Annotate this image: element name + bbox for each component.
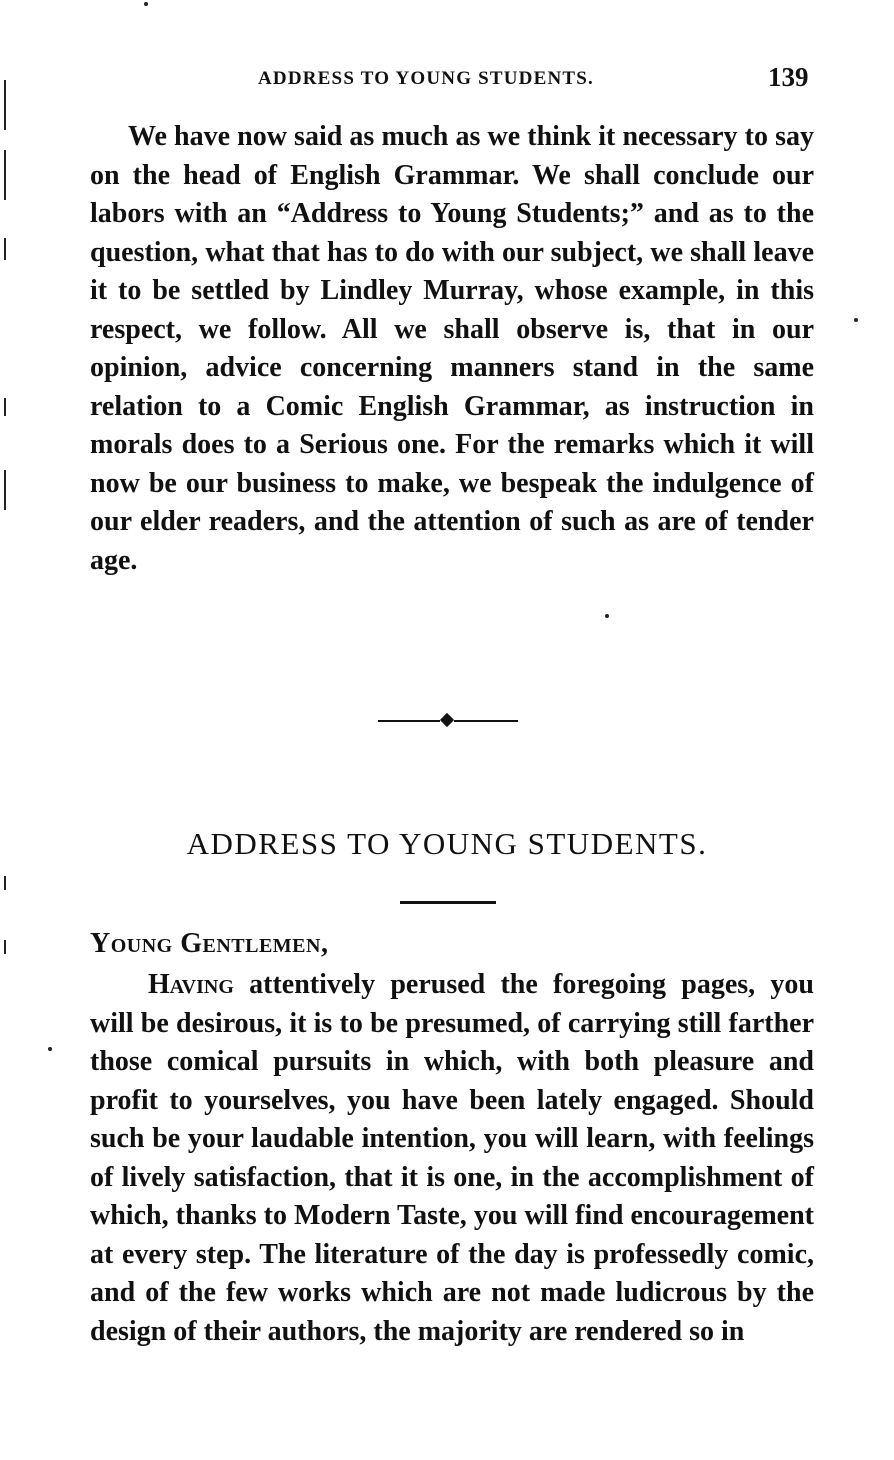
margin-scan-mark [4,876,6,890]
ornament-line-right [454,720,518,722]
scan-speck [144,2,148,6]
margin-scan-mark [4,470,6,510]
scan-speck [605,614,609,618]
running-head [0,62,894,96]
margin-scan-mark [4,80,6,130]
margin-scan-mark [4,238,6,260]
page-number: 139 [768,62,809,92]
intro-paragraph: We have now said as much as we think it necessary to say on the head of English Grammar. We shall conclude our labors with an “Address to Young Students;” and as to the question, what that has to do with our subject, we shall leave it to be settled by Lindley Murray, whose example, in this respect, we follow. All we shall observe is, that in our opinion, advice concerning manners stand in the same relation to a Comic English Grammar, as instruction in morals does to a Serious one. For the remarks which it will now be our business to make, we bespeak the indulgence of our elder readers, and the attention of such as are of tender age. [90,121,814,576]
lead-word: Having [148,969,234,1000]
salutation: Young Gentlemen, [90,928,329,959]
ornament-line-left [378,720,440,722]
section-heading: ADDRESS TO YOUNG STUDENTS. [186,826,708,861]
margin-scan-mark [4,398,6,416]
scan-speck [854,318,858,322]
running-title: ADDRESS TO YOUNG STUDENTS. [258,68,594,89]
diamond-ornament-icon [440,713,454,727]
address-paragraph [90,966,814,1351]
margin-scan-mark [4,940,6,954]
margin-scan-mark [4,150,6,200]
address-body: attentively perused the foregoing pages, you will be desirous, it is to be presumed, of carrying still farther those comical pursuits in which, with both pleasure and profit to yourselves, you have been lately engaged. Should such be your laudable intention, you will learn, with feelings of lively satisfaction, that it is one, in the accomplishment of which, thanks to Modern Taste, you will find encouragement at every step. The literature of the day is professedly comic, and of the few works which are not made ludicrous by the design of their authors, the majority are rendered so in [90,969,814,1347]
scan-speck [48,1047,52,1051]
section-divider-ornament [378,713,518,729]
heading-rule [400,901,496,904]
